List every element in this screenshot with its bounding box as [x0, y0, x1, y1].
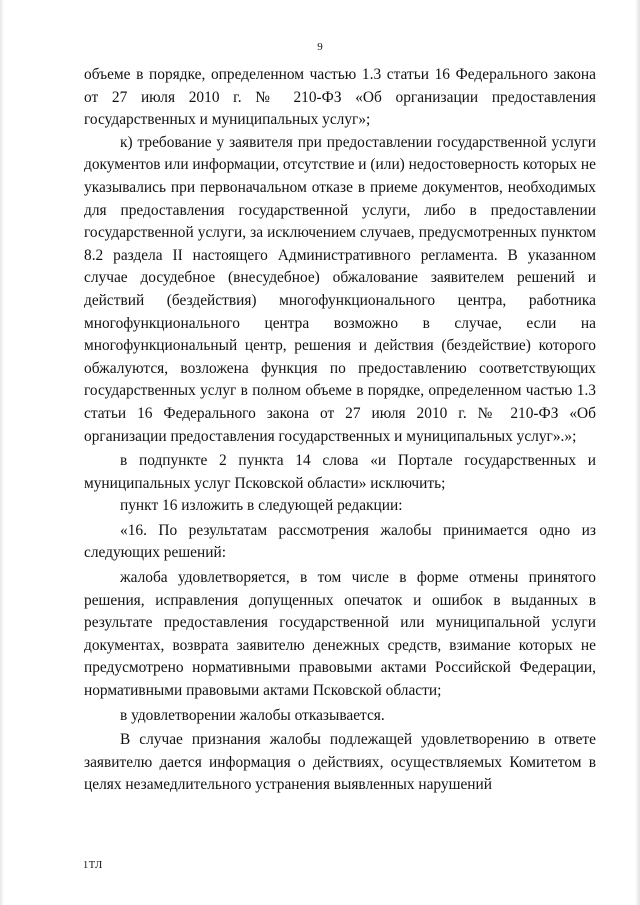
paragraph-complaint-rejected: в удовлетворении жалобы отказывается.: [120, 706, 385, 724]
paragraph-continuation: объеме в порядке, определенном частью 1.3 статьи 16 Федерального закона от 27 июля 2010 г. № 210-ФЗ «Об организации предоставления государственных и муниципальных услуг»;: [84, 66, 596, 129]
paragraph-point-16-intro: пункт 16 изложить в следующей редакции:: [120, 497, 403, 515]
page-number: 9: [317, 41, 323, 53]
document-body: [84, 64, 596, 797]
paragraph-item-k: к) требование у заявителя при предоставлении государственной услуги документов или информации, отсутствие и (или) недостоверность которых не указывались при первоначальном отказе в приеме документов, необходимых для предоставления государственной услуги, либо в предоставлении государственной услуги, за исключением случаев, предусмотренных пунктом 8.2 раздела II настоящего Административного регламента. В указанном случае досудебное (внесудебное) обжалование заявителем решений и действий (бездействия) многофункционального центра, работника многофункционального центра возможно в случае, если на многофункциональный центр, решения и действия (бездействие) которого обжалуются, возложена функция по предоставлению соответствующих государственных услуг в полном объеме в порядке, определенном частью 1.3 статьи 16 Федерального закона от 27 июля 2010 г. № 210-ФЗ «Об организации предоставления государственных и муниципальных услуг».»;: [84, 133, 596, 445]
paragraph-complaint-satisfied: жалоба удовлетворяется, в том числе в форме отмены принятого решения, исправления допущенных опечаток и ошибок в выданных в результате предоставления государственной или муниципальной услуги документах, возврата заявителю денежных средств, взимание которых не предусмотрено нормативными правовыми актами Российской Федерации, нормативными правовыми актами Псковской области;: [84, 569, 596, 700]
scan-edge-right: [635, 0, 640, 905]
paragraph-response-info: В случае признания жалобы подлежащей удовлетворению в ответе заявителю дается информация о действиях, осуществляемых Комитетом в целях незамедлительного устранения выявленных нарушений: [84, 731, 596, 794]
paragraph-subpoint-2: в подпункте 2 пункта 14 слова «и Портале государственных и муниципальных услуг Псковской области» исключить;: [84, 452, 596, 492]
footer-code: 1ТЛ: [83, 860, 103, 871]
scan-edge-left: [0, 0, 4, 905]
paragraph-point-16: «16. По результатам рассмотрения жалобы принимается одно из следующих решений:: [84, 521, 596, 562]
